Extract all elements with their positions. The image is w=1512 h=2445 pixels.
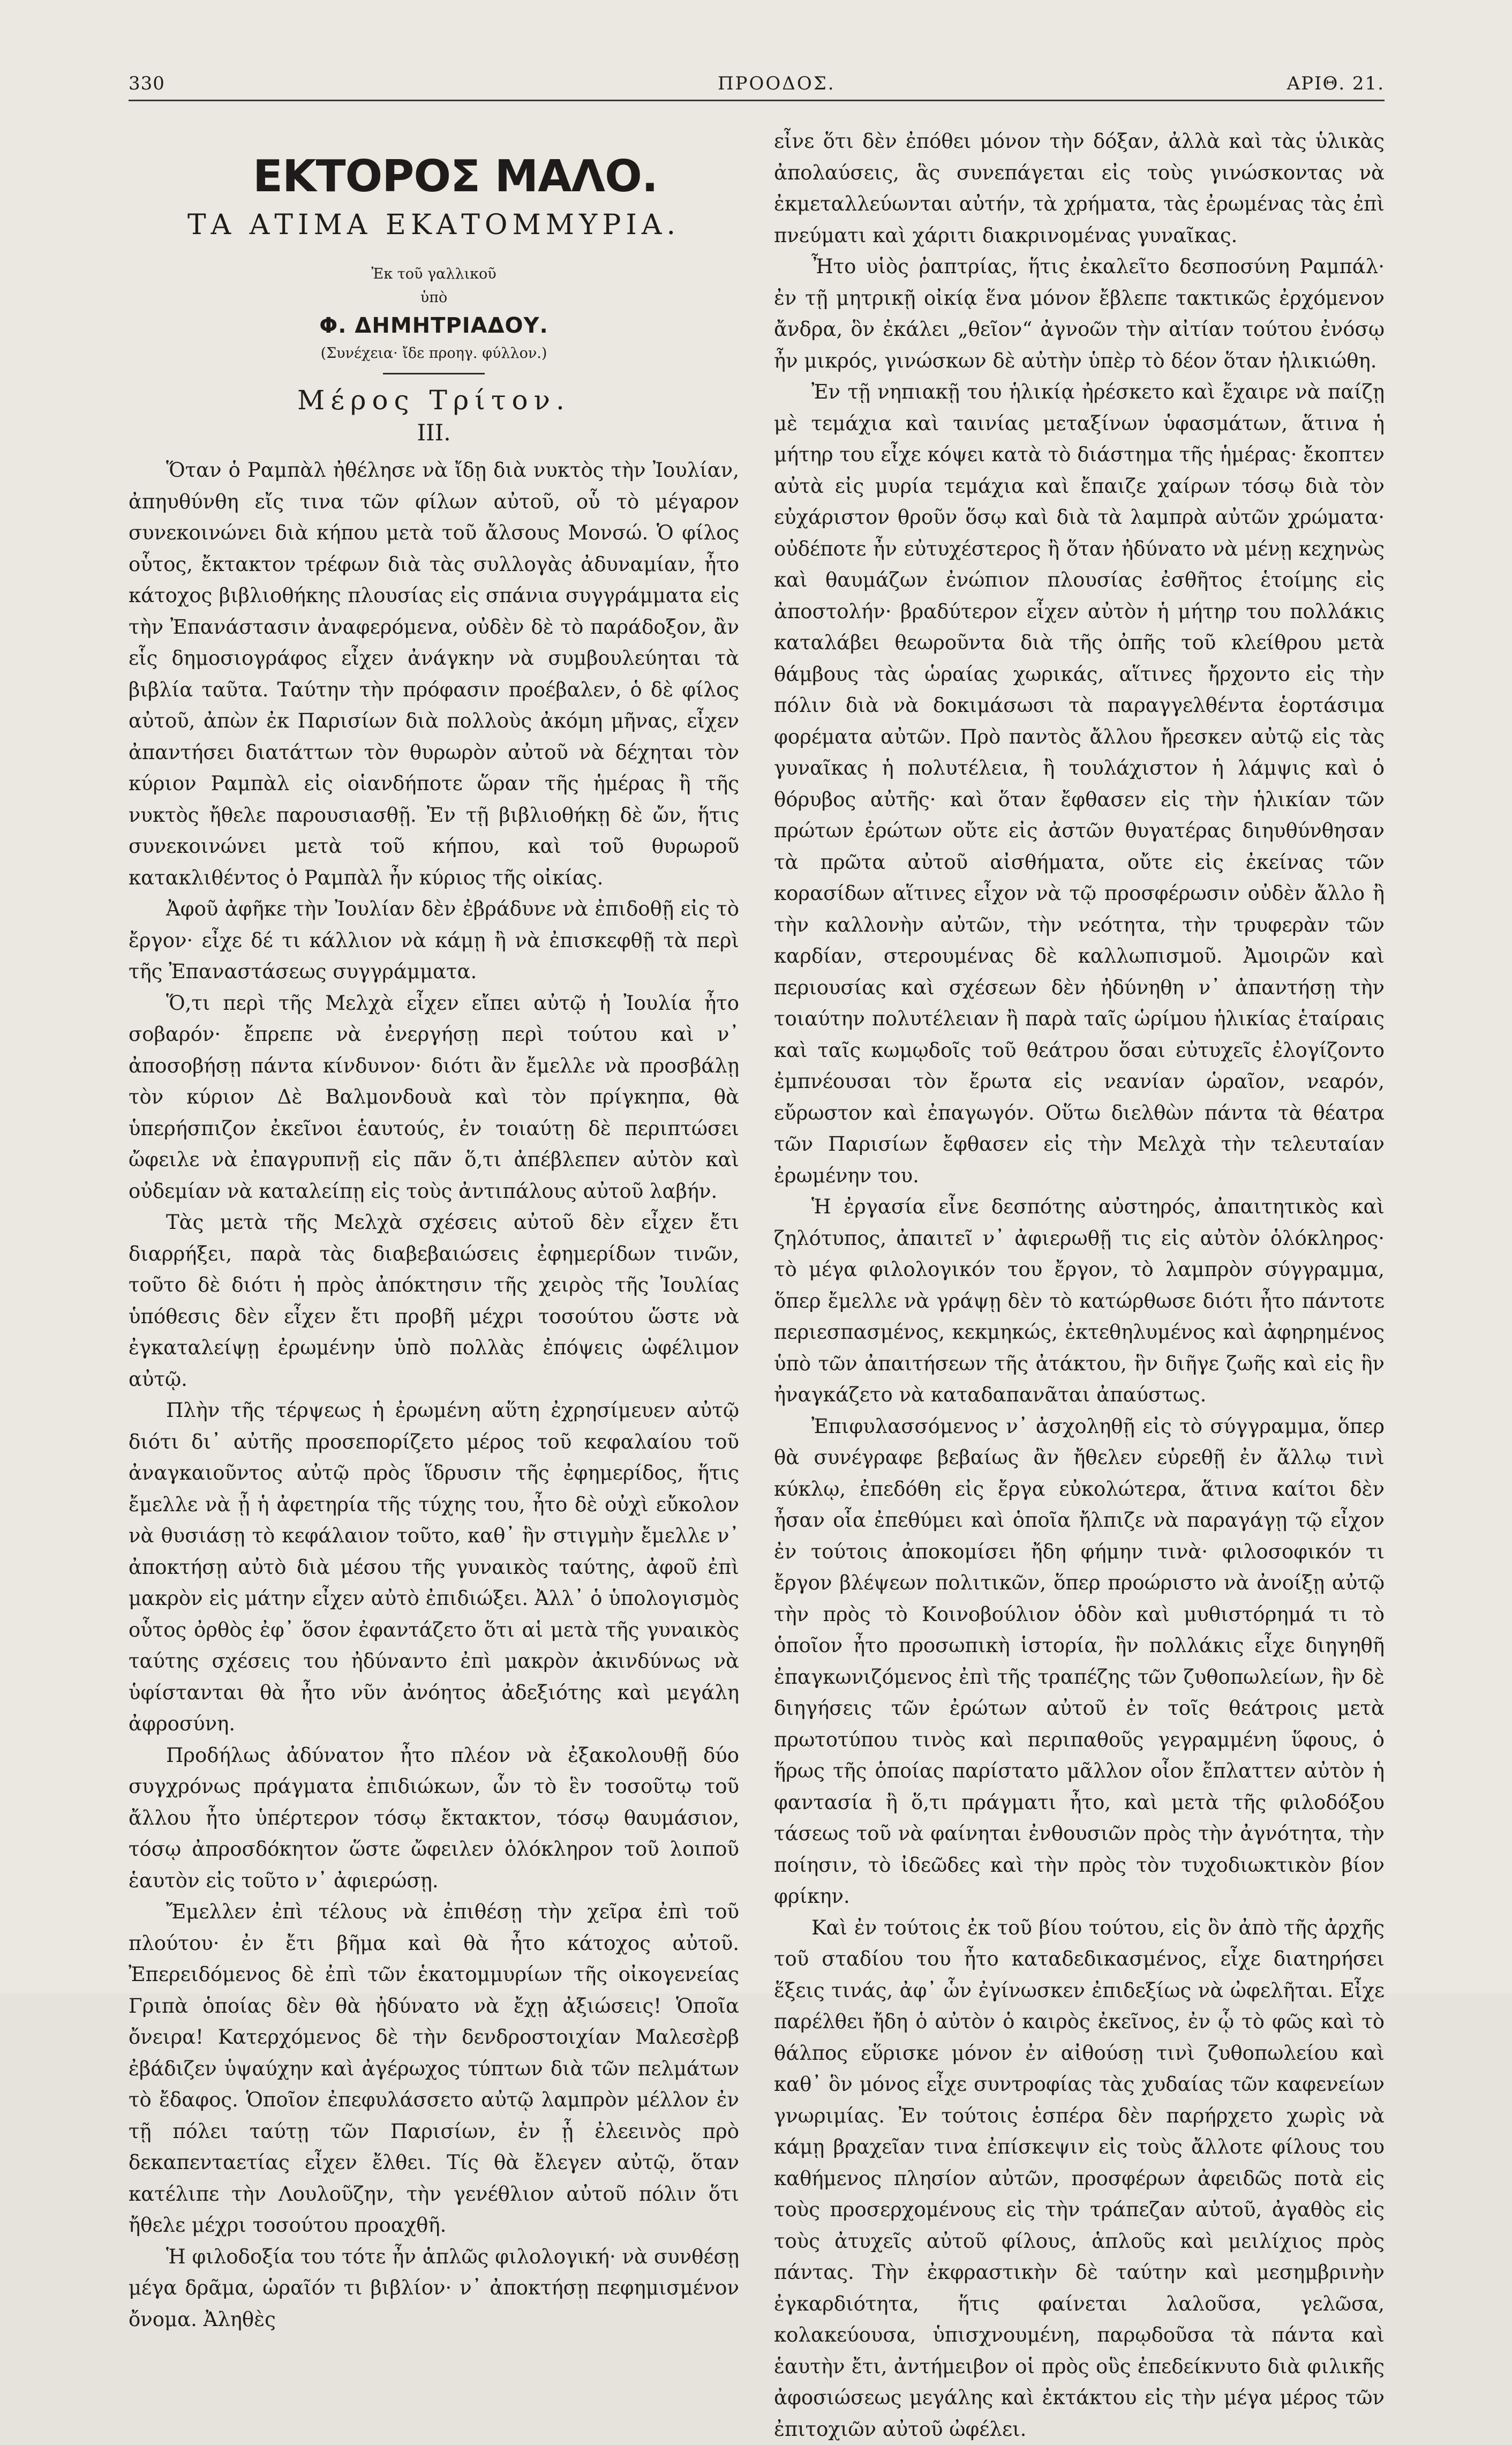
paragraph: Τὰς μετὰ τῆς Μελχὰ σχέσεις αὐτοῦ δὲν εἶχεν ἔτι διαρρήξει, παρὰ τὰς διαβεβαιώσεις ἐφημερίδων τινῶν, τοῦτο δὲ διότι ἡ πρὸς ἀπόκτησιν τῆς χειρὸς τῆς Ἰουλίας ὑπόθεσις δὲν εἶχεν ἔτι προβῆ μέχρι τοσούτου ὥστε νὰ ἐγκαταλείψῃ ἐρωμένην ὑπὸ πολλὰς ἐπόψεις ὠφέλιμον αὐτῷ. xyxy=(129,1207,739,1395)
article-title: ΕΚΤΟΡΟΣ ΜΑΛΟ. xyxy=(129,150,739,204)
article-subtitle: ΤΑ ΑΤΙΜΑ ΕΚΑΤΟΜΜΥΡΙΑ. xyxy=(129,206,739,244)
issue-number: ΑΡΙΘ. 21. xyxy=(1287,73,1385,94)
paragraph: Ἔμελλεν ἐπὶ τέλους νὰ ἐπιθέσῃ τὴν χεῖρα ἐπὶ τοῦ πλούτου· ἐν ἔτι βῆμα καὶ θὰ ἦτο κάτοχος αὐτοῦ. Ἐπερειδόμενος δὲ ἐπὶ τῶν ἑκατομμυρίων τῆς οἰκογενείας Γριπὰ ὁποίας δὲν θὰ ἠδύνατο νὰ ἔχῃ ἀξιώσεις! Ὁποῖα ὄνειρα! Κατερχόμενος δὲ τὴν δενδροστοιχίαν Μαλεσὲρβ ἐβάδιζεν ὑψαύχην καὶ ἀγέρωχος τύπτων διὰ τῶν πελμάτων τὸ ἔδαφος. Ὁποῖον ἐπεφυλάσσετο αὐτῷ λαμπρὸν μέλλον ἐν τῇ πόλει ταύτῃ τῶν Παρισίων, ἐν ᾗ ἐλεεινὸς πρὸ δεκαπενταετίας εἶχεν ἔλθει. Τίς θὰ ἔλεγεν αὐτῷ, ὅταν κατέλιπε τὴν Λουλοῦζην, τὴν γενέθλιον αὐτοῦ πόλιν ὅτι ἤθελε μέχρι τοσούτου προαχθῆ. xyxy=(129,1896,739,2241)
paragraph: Ἐπιφυλασσόμενος ν᾿ ἀσχοληθῇ εἰς τὸ σύγγραμμα, ὅπερ θὰ συνέγραφε βεβαίως ἂν ἤθελεν εὑρεθῇ ἐν ἄλλῳ τινὶ κύκλῳ, ἐπεδόθη εἰς ἔργα εὐκολώτερα, ἅτινα καίτοι δὲν ἦσαν οἷα ἐπεθύμει καὶ ὁποῖα ἤλπιζε νὰ παραγάγῃ τῷ εἶχον ἐν τούτοις ἀποκομίσει ἤδη φήμην τινὰ· φιλοσοφικόν τι ἔργον βλέψεων πολιτικῶν, ὅπερ προώριστο νὰ ἀνοίξῃ αὐτῷ τὴν πρὸς τὸ Κοινοβούλιον ὁδὸν καὶ μυθιστόρημά τι τὸ ὁποῖον ἦτο προσωπικὴ ἱστορία, ἣν πολλάκις εἶχε διηγηθῆ ἐπαγκωνιζόμενος ἐπὶ τῆς τραπέζης τῶν ζυθοπωλείων, ἣν δὲ διηγήσεις τῶν ἐρώτων αὐτοῦ ἐν τοῖς θεάτροις μετὰ πρωτοτύπου τινὸς καὶ περιπαθοῦς γεγραμμένη ὕφους, ὁ ἥρως τῆς ὁποίας παρίστατο μᾶλλον οἷον ἔπλαττεν αὐτὸν ἡ φαντασία ἢ ὅ,τι πράγματι ἦτο, καὶ μετὰ τῆς φιλοδόξου τάσεως τοῦ νὰ φαίνηται ἐνθουσιῶν πρὸς τὴν ἀγνότητα, τὴν ποίησιν, τὸ ἰδεῶδες καὶ τὴν πρὸς τὸν τυχοδιωκτικὸν βίον φρίκην. xyxy=(774,1411,1385,1912)
paragraph: Ἡ φιλοδοξία του τότε ἦν ἁπλῶς φιλολογική· νὰ συνθέσῃ μέγα δρᾶμα, ὡραῖόν τι βιβλίον· ν᾿ ἀποκτήσῃ πεφημισμένον ὄνομα. Ἀληθὲς xyxy=(129,2241,739,2336)
running-head xyxy=(129,69,1385,101)
paragraph: Ὅ,τι περὶ τῆς Μελχὰ εἶχεν εἴπει αὐτῷ ἡ Ἰουλία ἦτο σοβαρόν· ἔπρεπε νὰ ἐνεργήσῃ περὶ τούτου καὶ ν᾿ ἀποσοβήσῃ πάντα κίνδυνον· διότι ἂν ἔμελλε νὰ προσβάλῃ τὸν κύριον Δὲ Βαλμονδουὰ καὶ τὸν πρίγκηπα, θὰ ὑπερήσπιζον ἐκεῖνοι ἑαυτούς, ἐν τοιαύτῃ δὲ περιπτώσει ὤφειλε νὰ ἐπαγρυπνῇ εἰς πᾶν ὅ,τι ἀπέβλεπεν αὐτὸν καὶ οὐδεμίαν νὰ καταλείπῃ εἰς τοὺς ἀντιπάλους αὐτοῦ λαβήν. xyxy=(129,988,739,1208)
page-number: 330 xyxy=(129,73,165,94)
paragraph: Ἡ ἐργασία εἶνε δεσπότης αὐστηρός, ἀπαιτητικὸς καὶ ζηλότυπος, ἀπαιτεῖ ν᾿ ἀφιερωθῇ τις εἰς αὐτὸν ὁλόκληρος· τὸ μέγα φιλολογικόν του ἔργον, τὸ λαμπρὸν σύγγραμμα, ὅπερ ἔμελλε νὰ γράψῃ δὲν τὸ κατώρθωσε διότι ἦτο πάντοτε περιεσπασμένος, κεκμηκώς, ἐκτεθηλυμένος καὶ ἀφηρημένος ὑπὸ τῶν ἀπαιτήσεων τῆς ἀτάκτου, ἣν διῆγε ζωῆς καὶ εἰς ἣν ἠναγκάζετο νὰ καταδαπανᾶται ἀπαύστως. xyxy=(774,1191,1385,1411)
paragraph: Ἦτο υἱὸς ῥαπτρίας, ἥτις ἐκαλεῖτο δεσποσύνη Ραμπάλ· ἐν τῇ μητρικῇ οἰκίᾳ ἕνα μόνον ἔβλεπε τακτικῶς ἐρχόμενον ἄνδρα, ὃν ἐκάλει „θεῖον“ ἀγνοῶν τὴν αἰτίαν τούτου ἐνόσῳ ἦν μικρός, γινώσκων δὲ αὐτὴν ὑπὲρ τὸ δέον ὅταν ἡλικιώθη. xyxy=(774,251,1385,377)
paragraph: Προδήλως ἀδύνατον ἦτο πλέον νὰ ἐξακολουθῇ δύο συγχρόνως πράγματα ἐπιδιώκων, ὧν τὸ ἓν τοσοῦτῳ τοῦ ἄλλου ἦτο ὑπέρτερον τόσῳ ἔκτακτον, τόσῳ θαυμάσιον, τόσῳ ἀπροσδόκητον ὥστε ὤφειλεν ὁλόκληρον τοῦ λοιποῦ ἑαυτὸν εἰς τοῦτο ν᾿ ἀφιερώσῃ. xyxy=(129,1740,739,1897)
paragraph: Ὅταν ὁ Ραμπὰλ ἠθέλησε νὰ ἴδῃ διὰ νυκτὸς τὴν Ἰουλίαν, ἀπηυθύνθη εἴς τινα τῶν φίλων αὐτοῦ, οὗ τὸ μέγαρον συνεκοινώνει διὰ κήπου μετὰ τοῦ ἄλσους Μονσώ. Ὁ φίλος οὗτος, ἔκτακτον τρέφων διὰ τὰς συλλογὰς ἀδυναμίαν, ἦτο κάτοχος βιβλιοθήκης πλουσίας εἰς σπάνια συγγράμματα εἰς τὴν Ἐπανάστασιν ἀναφερόμενα, οὐδὲν δὲ τὸ παράδοξον, ἂν εἷς δημοσιογράφος εἶχεν ἀνάγκην νὰ συμβουλεύηται τὰ βιβλία ταῦτα. Ταύτην τὴν πρόφασιν προέβαλεν, ὁ δὲ φίλος αὐτοῦ, ἀπὼν ἐκ Παρισίων διὰ πολλοὺς ἀκόμη μῆνας, εἶχεν ἀπαντήσει διατάττων τὸν θυρωρὸν αὐτοῦ νὰ δέχηται τὸν κύριον Ραμπὰλ εἰς οἱανδήποτε ὥραν τῆς ἡμέρας ἢ τῆς νυκτὸς ἤθελε παρουσιασθῇ. Ἐν τῇ βιβλιοθήκῃ δὲ ὤν, ἥτις συνεκοινώνει μετὰ τοῦ κήπου, καὶ τοῦ θυρωροῦ κατακλιθέντος ὁ Ραμπὰλ ἦν κύριος τῆς οἰκίας. xyxy=(129,455,739,894)
header-rule xyxy=(129,100,1385,101)
journal-title: ΠΡΟΟΔΟΣ. xyxy=(718,73,836,94)
by-line: ὑπὸ xyxy=(129,286,739,310)
continuation-note: (Συνέχεια· ἴδε προηγ. φύλλον.) xyxy=(129,342,739,365)
paragraph: Πλὴν τῆς τέρψεως ἡ ἐρωμένη αὕτη ἐχρησίμευεν αὐτῷ διότι δι᾿ αὐτῆς προσεπορίζετο μέρος τοῦ κεφαλαίου τοῦ ἀναγκαιοῦντος αὐτῷ πρὸς ἵδρυσιν τῆς ἐφημερίδος, ἥτις ἔμελλε νὰ ᾖ ἡ ἀφετηρία τῆς τύχης του, ἦτο δὲ οὐχὶ εὔκολον νὰ θυσιάσῃ τὸ κεφάλαιον τοῦτο, καθ᾿ ἣν στιγμὴν ἔμελλε ν᾿ ἀποκτήσῃ αὐτὸ διὰ μέσου τῆς γυναικὸς ταύτης, ἀφοῦ ἐπὶ μακρὸν εἰς μάτην εἶχεν αὐτὸ ἐπιδιώξει. Ἀλλ᾿ ὁ ὑπολογισμὸς οὗτος ὀρθὸς ἐφ᾿ ὅσον ἐφαντάζετο ὅτι αἱ μετὰ τῆς γυναικὸς ταύτης σχέσεις του ἠδύναντο ἐπὶ μακρὸν ἀκινδύνως νὰ ὑφίστανται θὰ ἦτο νῦν ἀνόητος ἀδεξιότης καὶ μεγάλη ἀφροσύνη. xyxy=(129,1395,739,1740)
paragraph: εἶνε ὅτι δὲν ἐπόθει μόνον τὴν δόξαν, ἀλλὰ καὶ τὰς ὑλικὰς ἀπολαύσεις, ἃς συνεπάγεται εἰς τοὺς γινώσκοντας νὰ ἐκμεταλλεύωνται αὐτήν, τὰ χρήματα, τὰς ἐρωμένας τὰς ἐπὶ πνεύματι καὶ χάριτι διακρινομένας γυναῖκας. xyxy=(774,126,1385,251)
translator-name: Φ. ΔΗΜΗΤΡΙΑΔΟΥ. xyxy=(129,310,739,342)
article-heading xyxy=(129,150,739,448)
left-column xyxy=(129,123,739,1966)
paragraph: Ἐν τῇ νηπιακῇ του ἡλικίᾳ ἠρέσκετο καὶ ἔχαιρε νὰ παίζῃ μὲ τεμάχια καὶ ταινίας μεταξίνων ὑφασμάτων, ἅτινα ἡ μήτηρ του εἶχε κόψει κατὰ τὸ διάστημα τῆς ἡμέρας· ἔκοπτεν αὐτὰ εἰς μυρία τεμάχια καὶ ἔπαιζε χαίρων τόσῳ διὰ τὸν εὐχάριστον θροῦν ὅσῳ καὶ διὰ τὰ λαμπρὰ αὐτῶν χρώματα· οὐδέποτε ἦν εὐτυχέστερος ἢ ὅταν ἠδύνατο νὰ μένῃ κεχηνὼς καὶ θαυμάζων ἐνώπιον πλουσίας ἐσθῆτος ἑτοίμης εἰς ἀποστολήν· βραδύτερον εἶχεν αὐτὸν ἡ μήτηρ του πολλάκις καταλάβει θεωροῦντα διὰ τῆς ὀπῆς τοῦ κλείθρου μετὰ θάμβους τὰς ὡραίας χωρικάς, αἵτινες ἤρχοντο εἰς τὴν πόλιν διὰ νὰ δοκιμάσωσι τὰ παραγγελθέντα ἑορτάσιμα φορέματα αὐτῶν. Πρὸ παντὸς ἄλλου ἤρεσκεν αὐτῷ εἰς τὰς γυναῖκας ἡ πολυτέλεια, ἢ τουλάχιστον ἡ λάμψις καὶ ὁ θόρυβος αὐτῆς· καὶ ὅταν ἔφθασεν εἰς τὴν ἡλικίαν τῶν πρώτων ἐρώτων οὔτε εἰς ἀστῶν θυγατέρας διηυθύνθησαν τὰ πρῶτα αὐτοῦ αἰσθήματα, οὔτε εἰς ἐκείνας τῶν κορασίδων αἵτινες εἶχον νὰ τῷ προσφέρωσιν οὐδὲν ἄλλο ἢ τὴν καλλονὴν αὐτῶν, τὴν νεότητα, τὴν τρυφερὰν τῶν καρδίαν, στερουμένας δὲ καλλωπισμοῦ. Ἀμοιρῶν καὶ περιουσίας καὶ σχέσεων δὲν ἠδύνηθη ν᾿ ἀπαντήσῃ τὴν τοιαύτην πολυτέλειαν ἢ παρὰ ταῖς ὡρίμου ἡλικίας ἑταίραις καὶ ταῖς κωμῳδοῖς τοῦ θεάτρου ὅσαι εὐτυχεῖς ἐλογίζοντο ἐμπνέουσαι τὸν ἔρωτα εἰς νεανίαν ὡραῖον, νεαρόν, εὔρωστον καὶ ἐπαγωγόν. Οὕτω διελθὼν πάντα τὰ θέατρα τῶν Παρισίων ἔφθασεν εἰς τὴν Μελχὰ τὴν τελευταίαν ἐρωμένην του. xyxy=(774,377,1385,1191)
source-language: Ἐκ τοῦ γαλλικοῦ xyxy=(129,262,739,286)
section-number: III. xyxy=(129,417,739,448)
heading-rule xyxy=(383,373,485,374)
paragraph: Ἀφοῦ ἀφῆκε τὴν Ἰουλίαν δὲν ἐβράδυνε νὰ ἐπιδοθῇ εἰς τὸ ἔργον· εἶχε δέ τι κάλλιον νὰ κάμῃ ἢ νὰ ἐπισκεφθῇ τὰ περὶ τῆς Ἐπαναστάσεως συγγράμματα. xyxy=(129,894,739,988)
part-title: Μέρος Τρίτον. xyxy=(129,383,739,417)
paragraph: Καὶ ἐν τούτοις ἐκ τοῦ βίου τούτου, εἰς ὃν ἀπὸ τῆς ἀρχῆς τοῦ σταδίου του ἦτο καταδεδικασμένος, εἶχε διατηρήσει ἕξεις τινάς, ἀφ᾿ ὧν ἐγίνωσκεν ἐπιδεξίως νὰ ὠφελῆται. Εἶχε παρέλθει ἤδη ὁ αὐτὸν ὁ καιρὸς ἐκεῖνος, ἐν ᾧ τὸ φῶς καὶ τὸ θάλπος εὕρισκε μόνον ἐν αἰθούσῃ τινὶ ζυθοπωλείου καὶ καθ᾿ ὃν μόνος εἶχε συντροφίας τὰς χυδαίας τῶν καφενείων γνωριμίας. Ἐν τούτοις ἑσπέρα δὲν παρήρχετο χωρὶς νὰ κάμῃ βραχεῖαν τινα ἐπίσκεψιν εἰς τοὺς ἄλλοτε φίλους του καθήμενος πλησίον αὐτῶν, προσφέρων ἀφειδῶς ποτὰ εἰς τοὺς προσερχομένους εἰς τὴν τράπεζαν αὐτοῦ, ἀγαθὸς εἰς τοὺς ἀτυχεῖς αὐτοῦ φίλους, ἁπλοῦς καὶ μειλίχιος πρὸς πάντας. Τὴν ἐκφραστικὴν δὲ ταύτην καὶ μεσημβρινὴν ἐγκαρδιότητα, ἥτις φαίνεται λαλοῦσα, γελῶσα, κολακεύουσα, ὑπισχνουμένη, παρῳδοῦσα τὰ πάντα καὶ ἑαυτὴν ἔτι, ἀντήμειβον οἱ πρὸς οὓς ἐπεδείκνυτο διὰ φιλικῆς ἀφοσιώσεως μεγάλης καὶ ἐκτάκτου εἰς τὴν μέγα μέρος τῶν ἐπιτοχιῶν αὐτοῦ ὠφέλει. xyxy=(774,1912,1385,2445)
right-column xyxy=(774,126,1385,1969)
